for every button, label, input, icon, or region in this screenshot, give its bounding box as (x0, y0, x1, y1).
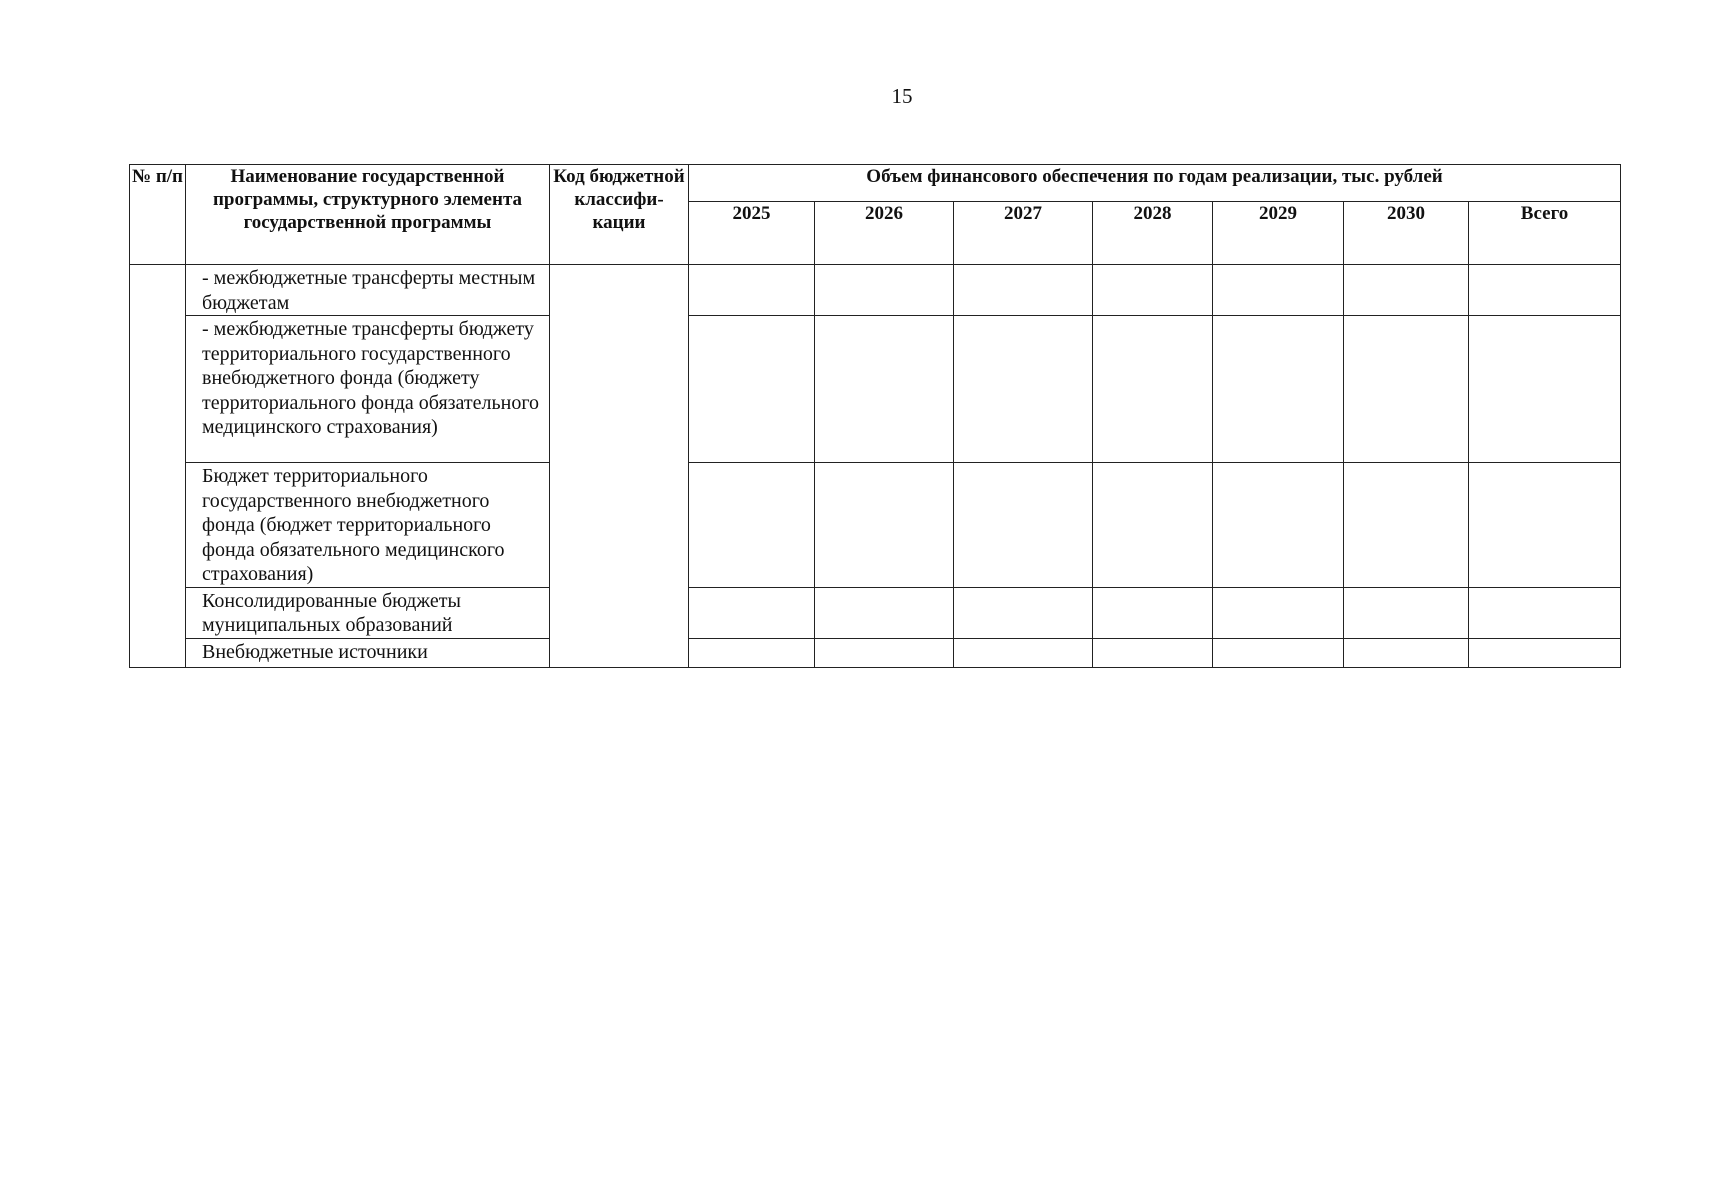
value-cell (1469, 463, 1621, 588)
header-name: Наименование государственной программы, структурного элемента государственной программы (186, 165, 550, 265)
value-cell (1093, 638, 1213, 667)
header-total: Всего (1469, 202, 1621, 265)
value-cell (1213, 638, 1344, 667)
value-cell (689, 265, 815, 316)
value-cell (1344, 638, 1469, 667)
row-name: Внебюджетные источники (186, 638, 550, 667)
value-cell (1469, 638, 1621, 667)
value-cell (689, 638, 815, 667)
row-name: Бюджет территориального государственного внебюджетного фонда (бюджет территориального фонда обязательного медицинского страхования) (186, 463, 550, 588)
header-code: Код бюджетной классифи-кации (550, 165, 689, 265)
table-row (130, 316, 1621, 463)
table-row (130, 265, 1621, 316)
value-cell (815, 316, 954, 463)
value-cell (689, 316, 815, 463)
value-cell (1469, 316, 1621, 463)
value-cell (1344, 463, 1469, 588)
value-cell (1093, 316, 1213, 463)
value-cell (1213, 265, 1344, 316)
value-cell (689, 587, 815, 638)
value-cell (954, 463, 1093, 588)
table-row (130, 638, 1621, 667)
value-cell (1344, 587, 1469, 638)
value-cell (1213, 463, 1344, 588)
table-row (130, 587, 1621, 638)
value-cell (954, 265, 1093, 316)
value-cell (815, 638, 954, 667)
value-cell (954, 638, 1093, 667)
value-cell (954, 316, 1093, 463)
value-cell (689, 463, 815, 588)
row-number-cell (130, 265, 186, 668)
header-year-2030: 2030 (1344, 202, 1469, 265)
value-cell (815, 265, 954, 316)
value-cell (954, 587, 1093, 638)
budget-code-cell (550, 265, 689, 668)
row-name: - межбюджетные трансферты местным бюджетам (186, 265, 550, 316)
value-cell (1093, 587, 1213, 638)
header-year-2026: 2026 (815, 202, 954, 265)
header-year-2029: 2029 (1213, 202, 1344, 265)
value-cell (1344, 316, 1469, 463)
table-row (130, 463, 1621, 588)
value-cell (815, 463, 954, 588)
header-num: № п/п (130, 165, 186, 265)
value-cell (1344, 265, 1469, 316)
value-cell (815, 587, 954, 638)
financing-table (129, 164, 1621, 668)
value-cell (1469, 265, 1621, 316)
value-cell (1469, 587, 1621, 638)
value-cell (1093, 463, 1213, 588)
value-cell (1093, 265, 1213, 316)
header-year-2027: 2027 (954, 202, 1093, 265)
header-year-2028: 2028 (1093, 202, 1213, 265)
page-number: 15 (891, 84, 913, 108)
row-name: Консолидированные бюджеты муниципальных образований (186, 587, 550, 638)
header-financing-group: Объем финансового обеспечения по годам реализации, тыс. рублей (689, 165, 1621, 202)
header-year-2025: 2025 (689, 202, 815, 265)
value-cell (1213, 316, 1344, 463)
row-name: - межбюджетные трансферты бюджету территориального государственного внебюджетного фонда (бюджету территориального фонда обязательного медицинского страхования) (186, 316, 550, 463)
value-cell (1213, 587, 1344, 638)
